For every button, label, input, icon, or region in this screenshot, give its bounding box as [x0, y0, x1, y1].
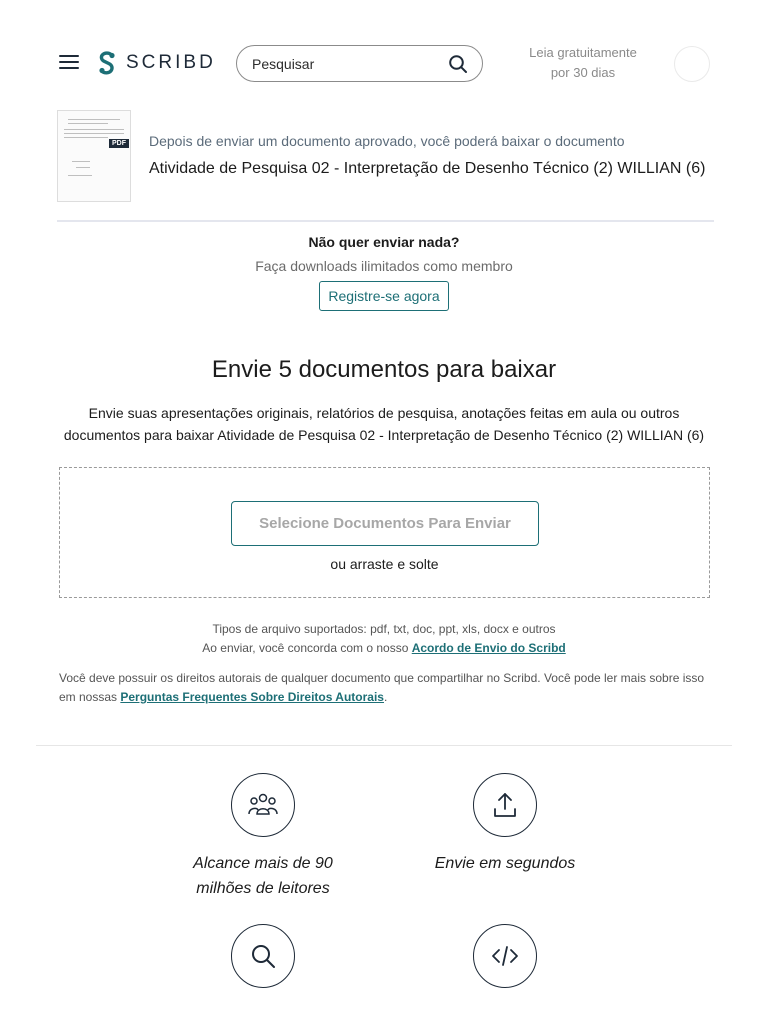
copyright-suffix: . [383, 690, 388, 704]
scribd-logo[interactable] [96, 50, 216, 76]
feature-embed [410, 924, 600, 988]
document-row [57, 110, 714, 222]
header [0, 0, 768, 126]
menu-icon[interactable] [59, 55, 79, 71]
membership-subtitle: Faça downloads ilimitados como membro [255, 258, 513, 274]
trial-line-2: por 30 dias [550, 65, 616, 80]
pdf-badge: PDF [109, 139, 129, 148]
feature-circle [231, 773, 295, 837]
copyright-notice [59, 669, 719, 707]
upload-icon [492, 791, 518, 819]
copyright-faq-link[interactable]: Perguntas Frequentes Sobre Direitos Autorais [120, 690, 384, 704]
document-subtitle: Depois de enviar um documento aprovado, você poderá baixar o documento [149, 133, 625, 149]
upload-agreement-link[interactable]: Acordo de Envio do Scribd [411, 641, 566, 655]
scribd-logo-icon [96, 50, 118, 76]
copyright-text: Você deve possuir os direitos autorais de qualquer documento que compartilhar no Scribd. Você pode ler mais sobre isso em nossas [59, 671, 705, 704]
feature-circle [473, 924, 537, 988]
search-icon[interactable] [448, 54, 468, 74]
users-icon [246, 792, 280, 818]
membership-prompt [0, 232, 768, 311]
search-icon [249, 942, 277, 970]
membership-title: Não quer enviar nada? [308, 234, 460, 250]
drag-drop-text: ou arraste e solte [330, 556, 439, 572]
upload-description: Envie suas apresentações originais, relatórios de pesquisa, anotações feitas em aula ou outros documentos para baixar Atividade de Pesquisa 02 - Interpretação de Desenho Técnico (2) WILLIAN (6) [63, 405, 705, 443]
document-title: Atividade de Pesquisa 02 - Interpretação de Desenho Técnico (2) WILLIAN (6) [149, 160, 706, 177]
register-button[interactable]: Registre-se agora [319, 281, 448, 311]
search-bar[interactable] [236, 45, 483, 82]
document-thumbnail [57, 110, 131, 202]
select-documents-button[interactable]: Selecione Documentos Para Enviar [231, 501, 539, 546]
feature-discoverable [168, 924, 358, 988]
upload-heading: Envie 5 documentos para baixar [211, 356, 557, 383]
feature-circle [231, 924, 295, 988]
feature-text: Envie em segundos [434, 855, 576, 872]
feature-upload-fast [410, 773, 600, 876]
trial-line-1: Leia gratuitamente [529, 45, 637, 60]
feature-text: Alcance mais de 90 milhões de leitores [193, 855, 333, 897]
upload-dropzone[interactable] [59, 467, 710, 598]
code-icon [490, 944, 520, 968]
free-trial-link[interactable] [518, 43, 648, 83]
section-divider [36, 745, 732, 746]
upload-agreement-text: Ao enviar, você concorda com o nosso [202, 641, 412, 655]
brand-name: SCRIBD [126, 52, 216, 73]
avatar[interactable] [674, 46, 710, 82]
supported-file-types: Tipos de arquivo suportados: pdf, txt, doc, ppt, xls, docx e outros [212, 622, 556, 636]
feature-circle [473, 773, 537, 837]
search-input[interactable] [252, 56, 437, 72]
feature-reach-readers [168, 773, 358, 901]
file-types-info [0, 620, 768, 658]
upload-agreement [0, 639, 768, 658]
